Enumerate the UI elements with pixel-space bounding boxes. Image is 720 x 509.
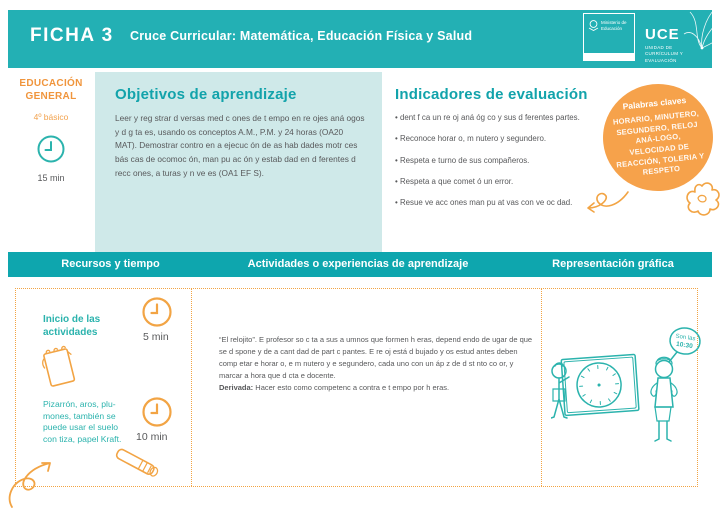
keywords-badge — [598, 79, 719, 197]
column-divider — [541, 289, 542, 486]
ministerio-logo — [583, 13, 635, 61]
uce-subtitle: UNIDAD DE CURRÍCULUM Y EVALUACIÓN — [645, 45, 683, 63]
curl-doodle-icon — [570, 184, 632, 223]
time-label: 5 min — [143, 331, 169, 343]
grade-label: 4º básico — [33, 112, 69, 122]
chalk-icon — [106, 444, 168, 491]
clock-icon — [140, 295, 174, 334]
activity-text — [219, 334, 537, 394]
uce-acronym: UCE — [645, 26, 680, 43]
clock-lesson-illustration — [551, 299, 711, 469]
logo-strip — [584, 53, 634, 60]
materials-label: Pizarrón, aros, plu- mones, también se puede usar el suelo con tiza, papel Kraft. — [43, 399, 122, 444]
list-item: • dent f ca un re oj aná óg co y sus d ferentes partes. — [395, 113, 600, 123]
derivada-label: Derivada: — [219, 383, 254, 392]
scribble-icon — [676, 4, 720, 61]
header-bar — [8, 10, 712, 68]
bubble-text-line1: Son las — [675, 333, 696, 343]
flower-doodle-icon — [684, 180, 720, 223]
notepad-icon — [38, 341, 80, 398]
keywords-body: HORARIO, MINUTERO, SEGUNDERO, RELOJ ANÁ-LOGO, VELOCIDAD DE REACCIÓN, TOLERIA Y RESPETO — [612, 108, 705, 178]
ministerio-label: Ministerio de Educación — [601, 20, 627, 31]
sidebar — [8, 78, 94, 183]
ficha-number: FICHA 3 — [30, 25, 114, 46]
clock-icon — [140, 395, 174, 434]
band-col1-title: Recursos y tiempo — [61, 258, 160, 270]
clock-icon — [8, 134, 94, 169]
derivada-body: Hacer esto como competenc a contra e t empo por h eras. — [255, 383, 450, 392]
list-item: • Respeta e turno de sus compañeros. — [395, 156, 600, 166]
band-col3-title: Representación gráfica — [552, 258, 674, 270]
column-divider — [191, 289, 192, 486]
objetivos-title: Objetivos de aprendizaje — [115, 86, 297, 103]
arrow-doodle-icon — [4, 449, 74, 509]
page-title: Cruce Curricular: Matemática, Educación Física y Salud — [130, 29, 473, 43]
time-label: 10 min — [136, 431, 168, 443]
list-item: • Respeta a que comet ó un error. — [395, 177, 600, 187]
list-item: • Resue ve acc ones man pu at vas con ve oc dad. — [395, 198, 600, 208]
indicadores-title: Indicadores de evaluación — [395, 86, 588, 103]
objetivos-body: Leer y reg strar d versas med c ones de t empo en re ojes aná ogos y d g ta es, usando os conceptos A.M., P.M. y 24 horas (OA20 MAT). Demostrar contro en a ejecuc ón de as hab dades motr ces bás cas de ocomoc ón, man pu ac ón y estab dad en d ferentes d recc ones, a turas y n ve es (OA1 EF S). — [115, 113, 365, 178]
objetivos-panel — [95, 72, 382, 252]
stage-label: Inicio de las actividades — [43, 314, 101, 338]
bubble-text-line2: 10:30 — [675, 340, 694, 351]
section-band — [8, 252, 712, 277]
keywords-title: Palabras claves — [622, 95, 687, 112]
activity-body: “El relojito”. E profesor so c ta a sus a umnos que formen h eras, depend endo de ugar de que se d spone y de a cant dad de part c pantes. E re oj está d bujado y os estud antes deben comp etar e horar o, e m nutero y e segundero, cada uno con un áp z de d st nto co or, y marcar a hora que d cta e docente. — [219, 335, 533, 380]
list-item: • Reconoce horar o, m nutero y segundero. — [395, 134, 600, 144]
coat-of-arms-icon — [588, 19, 599, 37]
duration-label: 15 min — [37, 173, 65, 183]
program-label: EDUCACIÓN GENERAL — [19, 78, 83, 102]
band-col2-title: Actividades o experiencias de aprendizaje — [247, 258, 469, 270]
content-grid — [15, 288, 698, 487]
